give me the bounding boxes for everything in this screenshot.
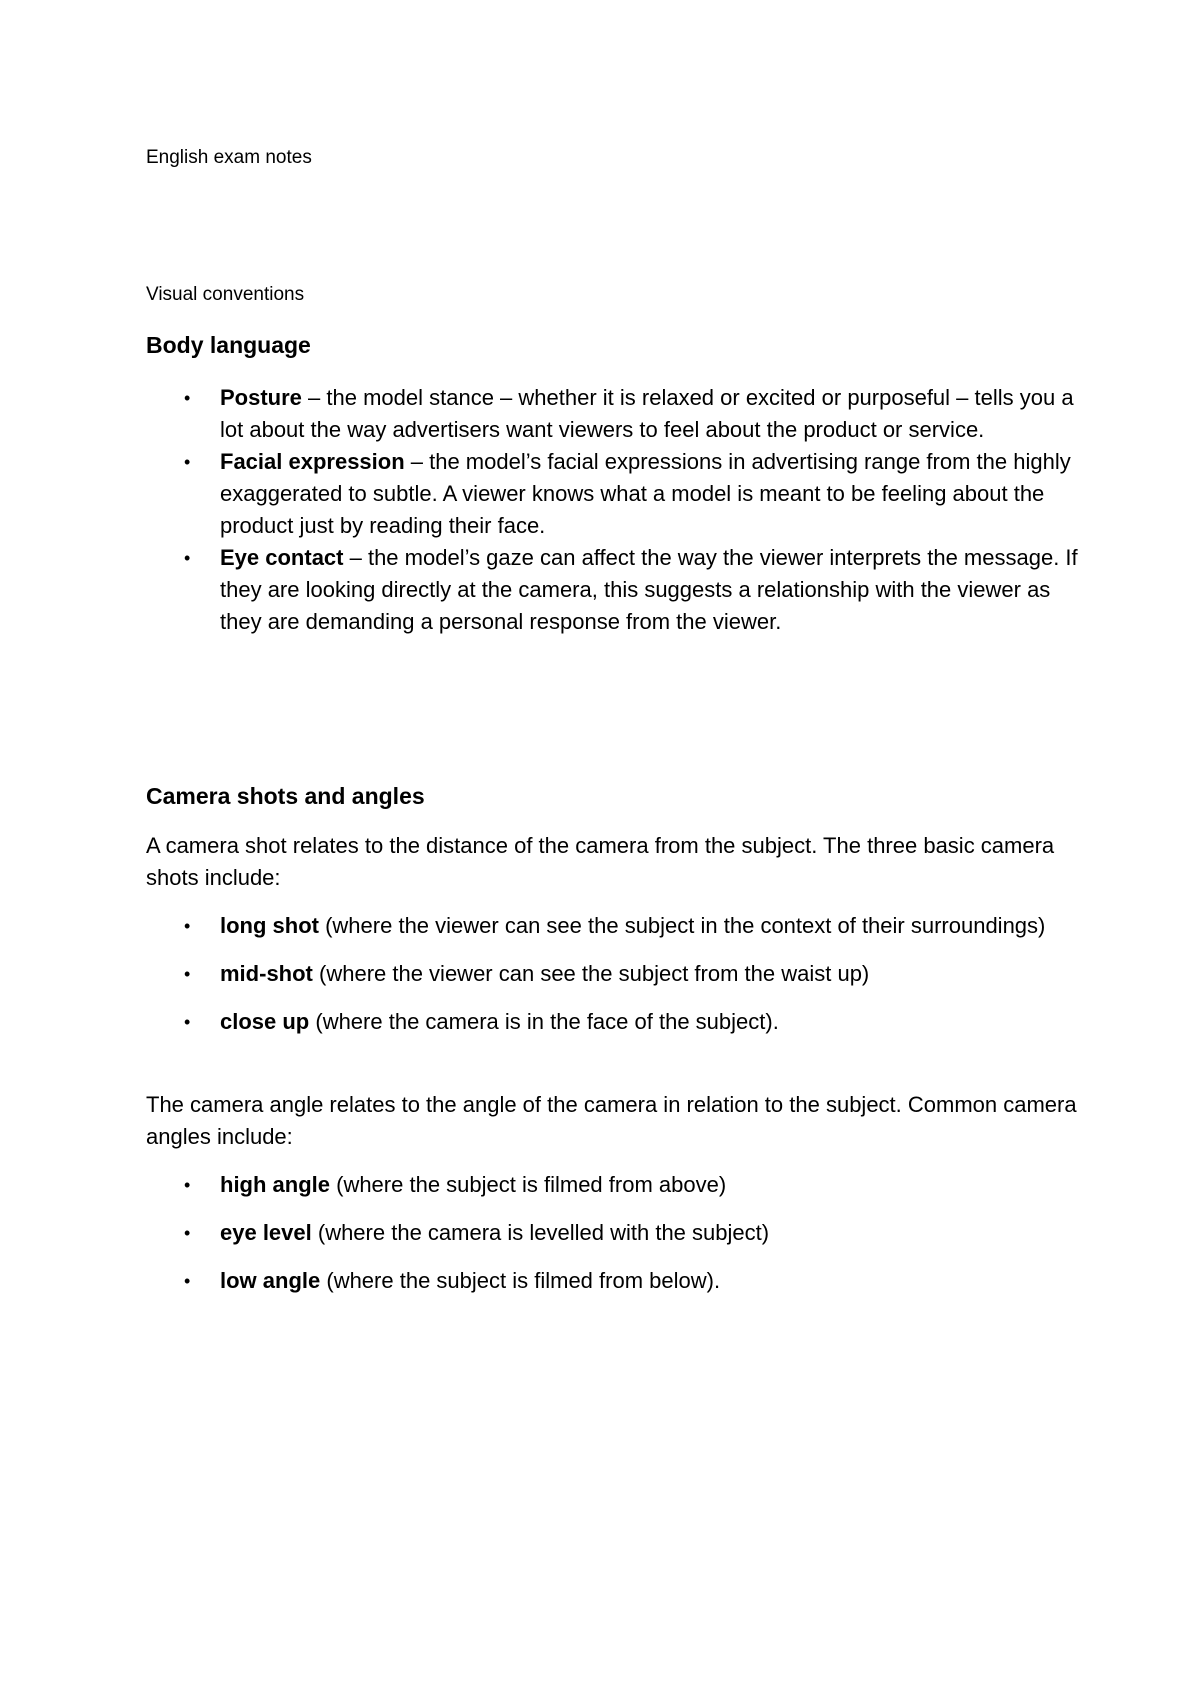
- list-item-term: high angle: [220, 1172, 330, 1197]
- list-item: [146, 1265, 1086, 1297]
- list-item-text: (where the viewer can see the subject in the context of their surroundings): [318, 913, 1046, 938]
- bullet-icon: •: [184, 1175, 191, 1195]
- bullet-icon: •: [184, 1012, 191, 1032]
- list-item-text: (where the viewer can see the subject from the waist up): [312, 961, 870, 986]
- bullet-icon: •: [184, 1271, 191, 1291]
- list-item-text: (where the subject is filmed from above): [330, 1172, 727, 1197]
- list-item-text: (where the camera is in the face of the subject).: [309, 1009, 779, 1034]
- bullet-icon: •: [184, 916, 191, 936]
- list-item-text: – the model’s facial expressions in advertising range from the highly exaggerated to subtle. A viewer knows what a model is meant to be feeling about the product just by reading their face.: [220, 449, 1071, 538]
- list-item-term: eye level: [220, 1220, 312, 1245]
- list-item: [146, 1169, 1086, 1201]
- bullet-icon: •: [184, 964, 191, 984]
- list-item: [146, 910, 1086, 942]
- list-item-term: Facial expression: [220, 449, 405, 474]
- camera-angles-intro: The camera angle relates to the angle of the camera in relation to the subject. Common camera angles include:: [146, 1092, 1077, 1149]
- list-item-term: mid-shot: [220, 961, 313, 986]
- list-item-term: close up: [220, 1009, 310, 1034]
- section-label: Visual conventions: [146, 284, 305, 305]
- list-item: [146, 542, 1086, 638]
- list-item: [146, 446, 1086, 542]
- list-item-text: – the model’s gaze can affect the way the viewer interprets the message. If they are looking directly at the camera, this suggests a relationship with the viewer as they are demanding a personal response from the viewer.: [220, 545, 1078, 634]
- bullet-icon: •: [184, 1223, 191, 1243]
- document-title: English exam notes: [146, 147, 312, 168]
- camera-heading: Camera shots and angles: [146, 783, 425, 809]
- list-item: [146, 958, 1086, 990]
- bullet-icon: •: [184, 452, 191, 472]
- list-item-text: (where the subject is filmed from below).: [320, 1268, 721, 1293]
- list-item: [146, 382, 1086, 446]
- list-item-text: (where the camera is levelled with the subject): [311, 1220, 770, 1245]
- list-item-term: low angle: [220, 1268, 321, 1293]
- body-language-heading: Body language: [146, 332, 311, 358]
- list-item-term: Posture: [220, 385, 302, 410]
- body-language-list: [146, 382, 1086, 638]
- camera-angles-list: [146, 1169, 1086, 1313]
- camera-shots-list: [146, 910, 1086, 1054]
- list-item-term: Eye contact: [220, 545, 344, 570]
- list-item: [146, 1006, 1086, 1038]
- list-item-term: long shot: [220, 913, 319, 938]
- camera-shots-intro: A camera shot relates to the distance of the camera from the subject. The three basic camera shots include:: [146, 833, 1055, 890]
- list-item: [146, 1217, 1086, 1249]
- list-item-text: – the model stance – whether it is relaxed or excited or purposeful – tells you a lot about the way advertisers want viewers to feel about the product or service.: [220, 385, 1074, 442]
- bullet-icon: •: [184, 548, 191, 568]
- bullet-icon: •: [184, 388, 191, 408]
